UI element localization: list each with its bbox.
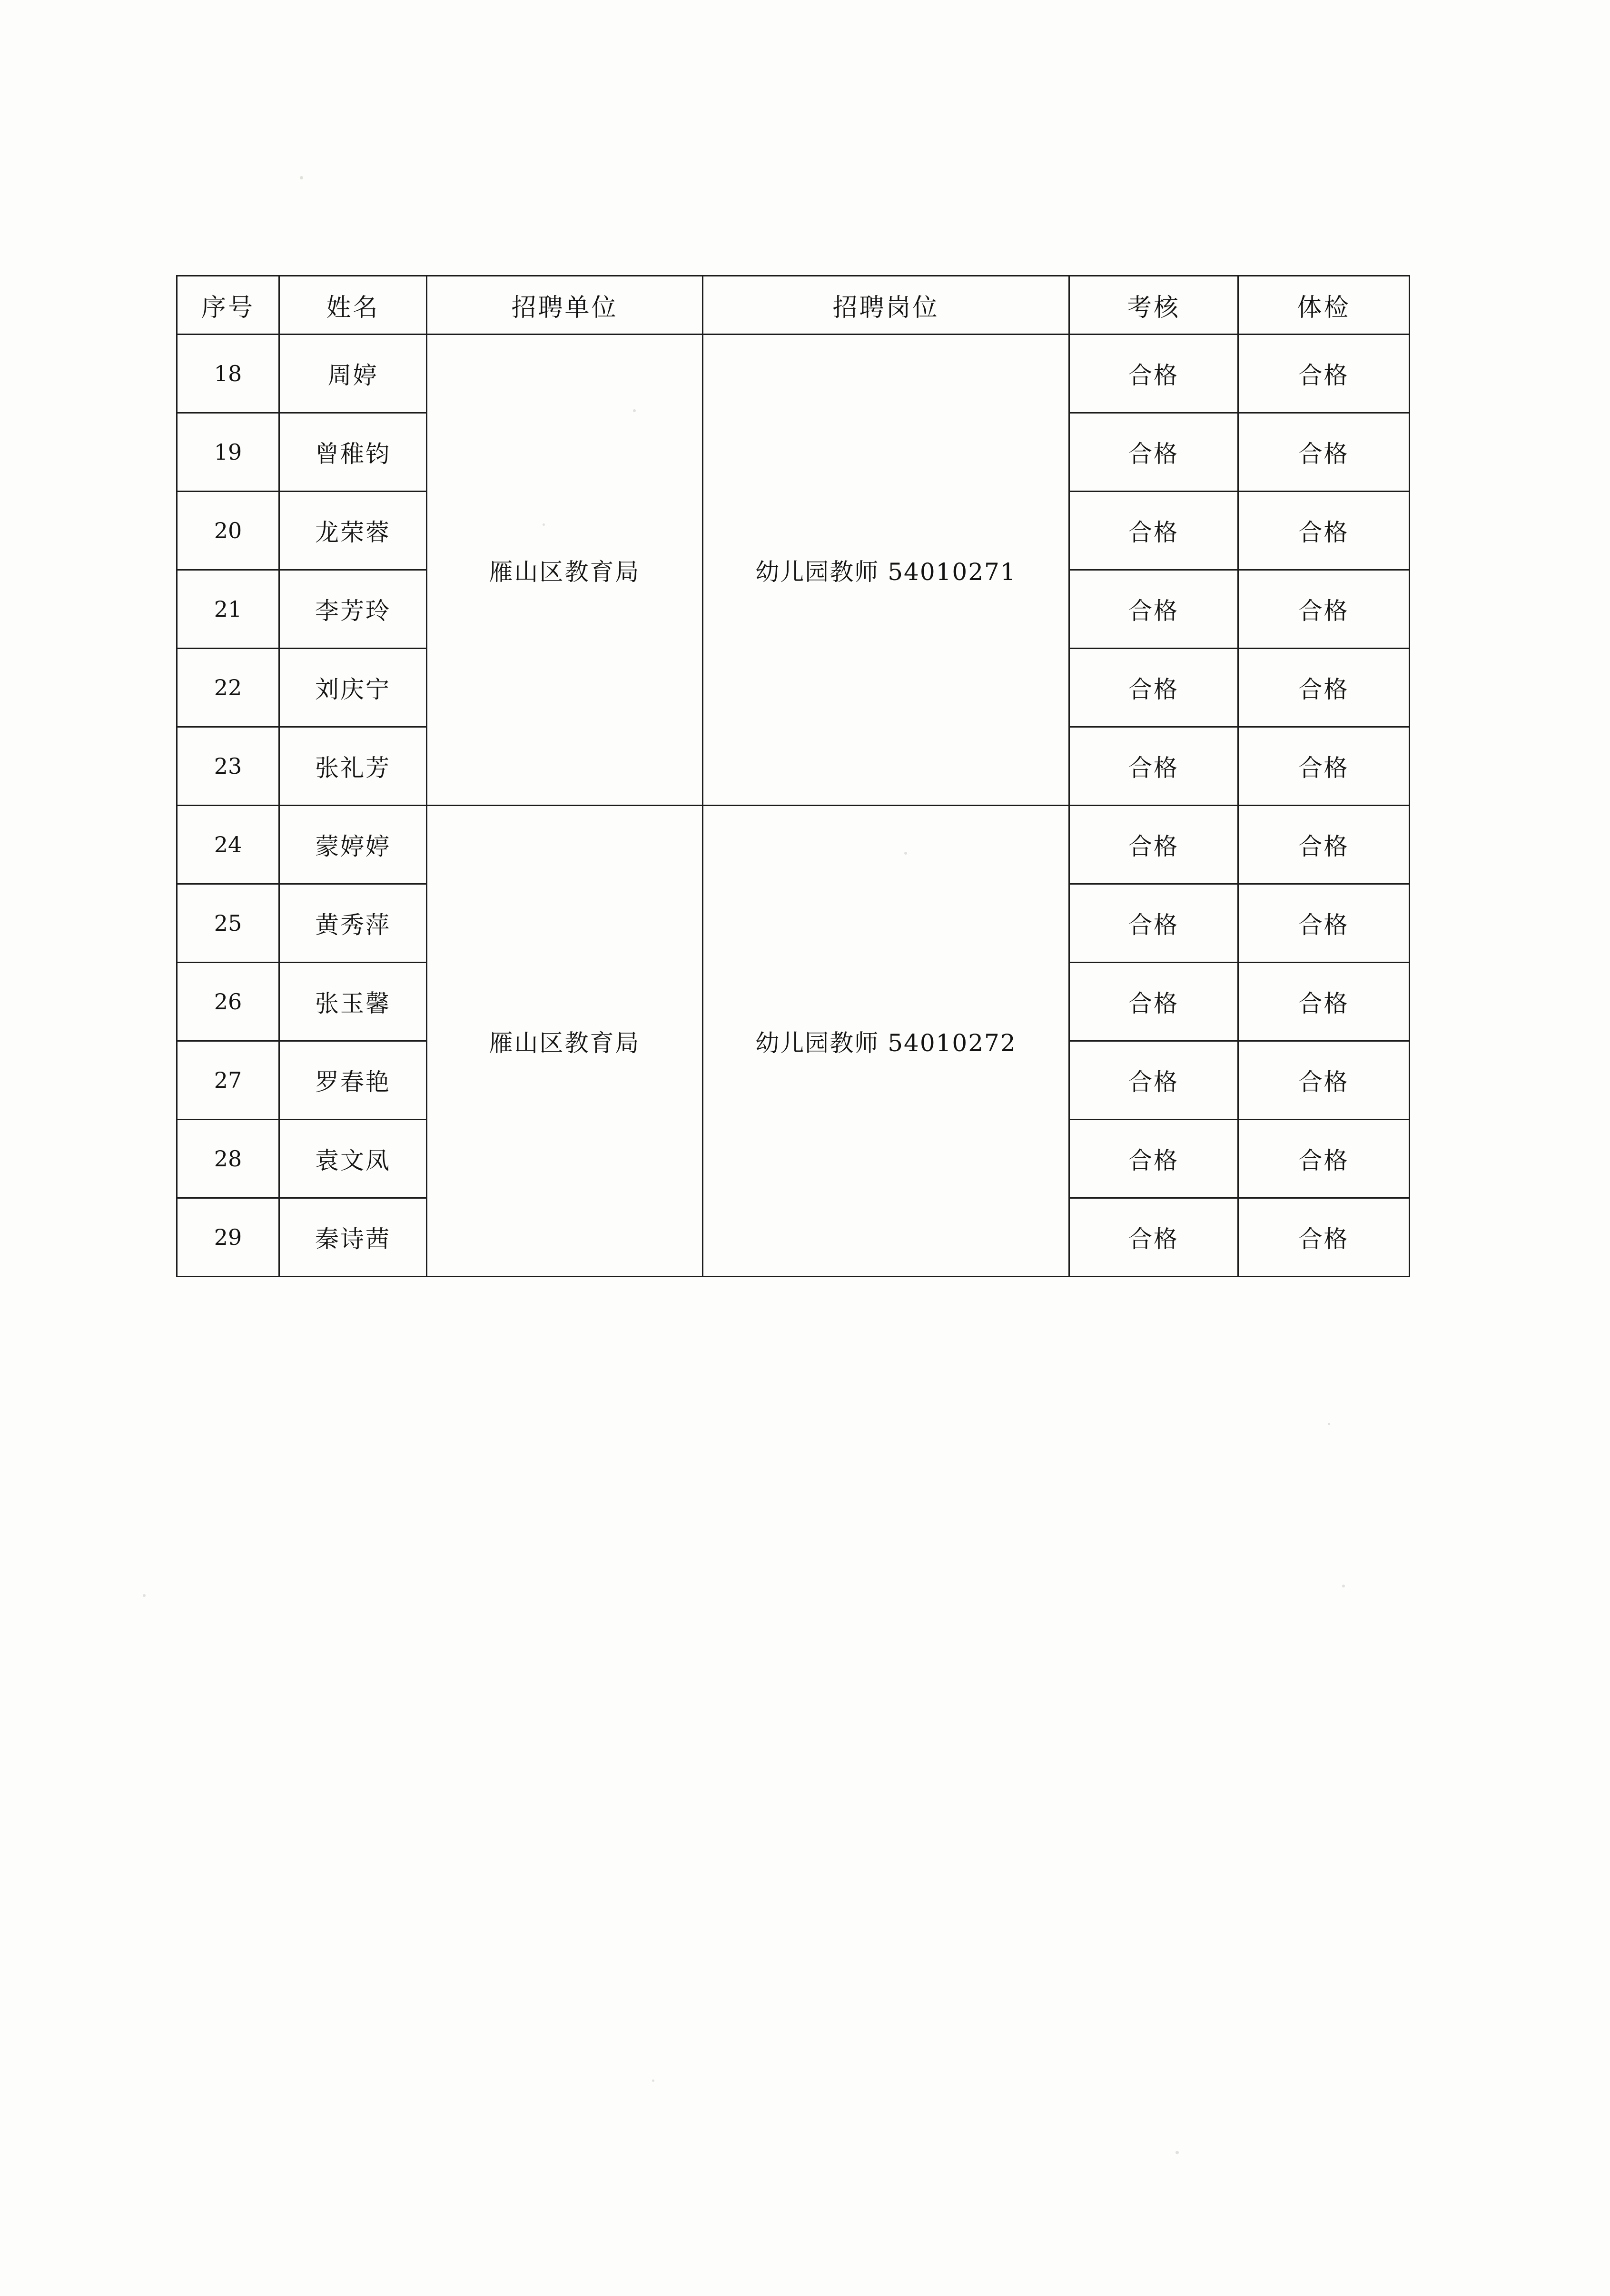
row-exam: 合格: [1069, 963, 1238, 1041]
row-index: 29: [177, 1198, 279, 1277]
scan-speck: [1342, 1585, 1345, 1587]
row-name: 周婷: [279, 335, 427, 413]
scan-speck: [1175, 2151, 1179, 2154]
row-index: 28: [177, 1120, 279, 1198]
row-index: 20: [177, 492, 279, 570]
row-index: 23: [177, 727, 279, 806]
scan-speck: [1328, 1423, 1330, 1425]
row-exam: 合格: [1069, 884, 1238, 963]
row-exam: 合格: [1069, 570, 1238, 649]
row-exam: 合格: [1069, 413, 1238, 492]
row-index: 22: [177, 649, 279, 727]
header-name: 姓名: [279, 276, 427, 335]
row-medical: 合格: [1238, 1198, 1410, 1277]
scan-speck: [143, 1594, 146, 1597]
row-index: 26: [177, 963, 279, 1041]
row-name: 黄秀萍: [279, 884, 427, 963]
row-index: 24: [177, 806, 279, 884]
row-name: 张玉馨: [279, 963, 427, 1041]
row-index: 27: [177, 1041, 279, 1120]
row-exam: 合格: [1069, 806, 1238, 884]
row-name: 曾稚钧: [279, 413, 427, 492]
row-name: 刘庆宁: [279, 649, 427, 727]
row-medical: 合格: [1238, 806, 1410, 884]
table-row: [177, 335, 1410, 413]
row-exam: 合格: [1069, 1198, 1238, 1277]
header-post: 招聘岗位: [703, 276, 1069, 335]
table-header-row: [177, 276, 1410, 335]
row-name: 罗春艳: [279, 1041, 427, 1120]
row-name: 张礼芳: [279, 727, 427, 806]
row-exam: 合格: [1069, 1041, 1238, 1120]
row-medical: 合格: [1238, 1120, 1410, 1198]
group-post: 幼儿园教师 54010271: [703, 335, 1069, 806]
row-exam: 合格: [1069, 727, 1238, 806]
row-index: 19: [177, 413, 279, 492]
row-medical: 合格: [1238, 1041, 1410, 1120]
row-index: 21: [177, 570, 279, 649]
row-name: 袁文凤: [279, 1120, 427, 1198]
row-exam: 合格: [1069, 1120, 1238, 1198]
row-exam: 合格: [1069, 649, 1238, 727]
header-medical: 体检: [1238, 276, 1410, 335]
header-unit: 招聘单位: [427, 276, 703, 335]
scan-speck: [300, 176, 303, 179]
row-exam: 合格: [1069, 492, 1238, 570]
row-medical: 合格: [1238, 335, 1410, 413]
row-medical: 合格: [1238, 649, 1410, 727]
row-name: 龙荣蓉: [279, 492, 427, 570]
scan-speck: [652, 2079, 654, 2082]
row-medical: 合格: [1238, 413, 1410, 492]
row-medical: 合格: [1238, 570, 1410, 649]
row-name: 秦诗茜: [279, 1198, 427, 1277]
row-medical: 合格: [1238, 727, 1410, 806]
row-medical: 合格: [1238, 963, 1410, 1041]
row-name: 李芳玲: [279, 570, 427, 649]
table-row: [177, 806, 1410, 884]
row-name: 蒙婷婷: [279, 806, 427, 884]
group-post: 幼儿园教师 54010272: [703, 806, 1069, 1277]
group-unit: 雁山区教育局: [427, 806, 703, 1277]
row-exam: 合格: [1069, 335, 1238, 413]
header-index: 序号: [177, 276, 279, 335]
row-medical: 合格: [1238, 884, 1410, 963]
group-unit: 雁山区教育局: [427, 335, 703, 806]
header-exam: 考核: [1069, 276, 1238, 335]
row-index: 25: [177, 884, 279, 963]
recruitment-results-table: [176, 275, 1410, 1277]
row-index: 18: [177, 335, 279, 413]
row-medical: 合格: [1238, 492, 1410, 570]
results-table-container: [176, 275, 1409, 1277]
